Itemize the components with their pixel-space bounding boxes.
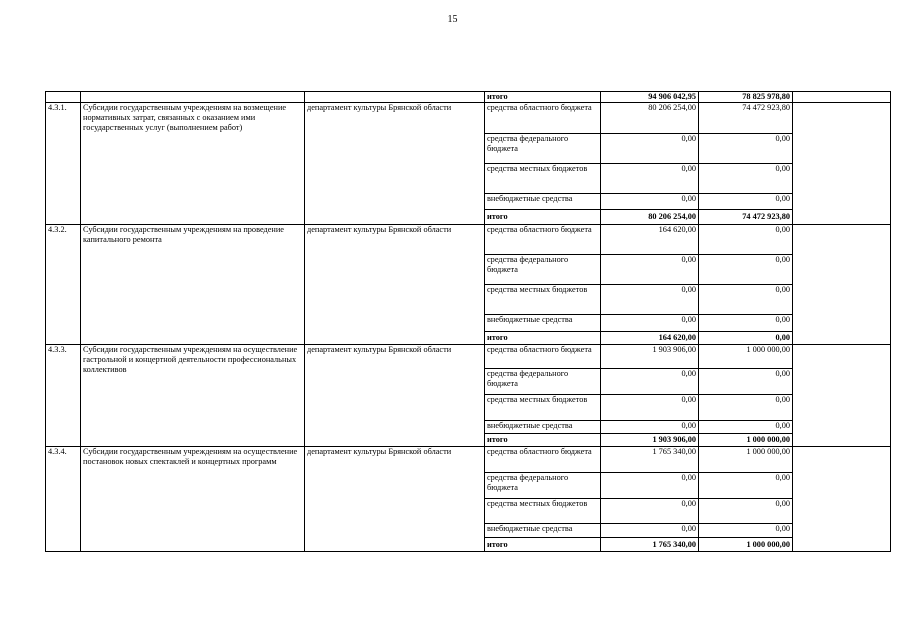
executor-cell: департамент культуры Брянской области [305, 225, 485, 345]
source-label: средства местных бюджетов [485, 395, 601, 421]
table-row [46, 103, 891, 134]
value-2: 74 472 923,80 [699, 103, 793, 134]
source-label: средства областного бюджета [485, 225, 601, 255]
code-cell: 4.3.2. [46, 225, 81, 345]
value-1: 0,00 [601, 473, 699, 499]
executor-cell: департамент культуры Брянской области [305, 447, 485, 552]
value-1: 0,00 [601, 421, 699, 434]
code-cell: 4.3.3. [46, 345, 81, 447]
source-label: итого [485, 332, 601, 345]
value-1: 80 206 254,00 [601, 103, 699, 134]
empty-cell [793, 103, 891, 225]
source-label: внебюджетные средства [485, 315, 601, 332]
table-row [46, 225, 891, 255]
value-1: 0,00 [601, 164, 699, 194]
value-1: 164 620,00 [601, 332, 699, 345]
source-label: внебюджетные средства [485, 524, 601, 538]
value-1: 0,00 [601, 194, 699, 210]
value-1: 1 903 906,00 [601, 434, 699, 447]
source-label: итого [485, 434, 601, 447]
empty-cell [793, 447, 891, 552]
code-cell: 4.3.4. [46, 447, 81, 552]
value-1: 0,00 [601, 369, 699, 395]
value-2: 0,00 [699, 255, 793, 285]
value-1: 0,00 [601, 395, 699, 421]
value-1: 0,00 [601, 524, 699, 538]
source-label: средства местных бюджетов [485, 285, 601, 315]
value-1: 1 765 340,00 [601, 538, 699, 552]
value-2: 1 000 000,00 [699, 345, 793, 369]
value-2: 0,00 [699, 369, 793, 395]
source-label: средства местных бюджетов [485, 499, 601, 524]
value-2: 0,00 [699, 395, 793, 421]
value-2: 78 825 978,80 [699, 92, 793, 103]
empty-cell [793, 345, 891, 447]
source-label: средства местных бюджетов [485, 164, 601, 194]
source-label: итого [485, 538, 601, 552]
value-2: 0,00 [699, 332, 793, 345]
source-label: средства федерального бюджета [485, 134, 601, 164]
empty-cell [793, 225, 891, 345]
value-1: 0,00 [601, 134, 699, 164]
budget-table [45, 91, 891, 552]
source-label: средства областного бюджета [485, 447, 601, 473]
source-label: итого [485, 92, 601, 103]
value-2: 0,00 [699, 194, 793, 210]
value-2: 1 000 000,00 [699, 434, 793, 447]
value-2: 0,00 [699, 225, 793, 255]
value-1: 0,00 [601, 499, 699, 524]
value-1: 164 620,00 [601, 225, 699, 255]
source-label: итого [485, 210, 601, 225]
value-2: 1 000 000,00 [699, 447, 793, 473]
source-label: внебюджетные средства [485, 194, 601, 210]
value-1: 0,00 [601, 315, 699, 332]
value-1: 1 903 906,00 [601, 345, 699, 369]
empty-cell [793, 92, 891, 103]
code-cell: 4.3.1. [46, 103, 81, 225]
table-row [46, 447, 891, 473]
source-label: средства федерального бюджета [485, 473, 601, 499]
executor-cell: департамент культуры Брянской области [305, 345, 485, 447]
table-row-top-total [46, 92, 891, 103]
value-2: 0,00 [699, 524, 793, 538]
name-cell: Субсидии государственным учреждениям на возмещение нормативных затрат, связанных с оказанием ими государственных услуг (выполнением работ) [81, 103, 305, 225]
name-cell [81, 92, 305, 103]
source-label: средства областного бюджета [485, 103, 601, 134]
value-2: 74 472 923,80 [699, 210, 793, 225]
value-1: 1 765 340,00 [601, 447, 699, 473]
value-2: 0,00 [699, 499, 793, 524]
value-2: 0,00 [699, 134, 793, 164]
page-number: 15 [447, 14, 458, 25]
executor-cell [305, 92, 485, 103]
name-cell: Субсидии государственным учреждениям на осуществление постановок новых спектаклей и концертных программ [81, 447, 305, 552]
code-cell [46, 92, 81, 103]
source-label: средства федерального бюджета [485, 255, 601, 285]
value-1: 94 906 042,95 [601, 92, 699, 103]
name-cell: Субсидии государственным учреждениям на осуществление гастрольной и концертной деятельности профессиональных коллективов [81, 345, 305, 447]
value-2: 0,00 [699, 315, 793, 332]
value-1: 0,00 [601, 285, 699, 315]
source-label: средства областного бюджета [485, 345, 601, 369]
executor-cell: департамент культуры Брянской области [305, 103, 485, 225]
value-1: 0,00 [601, 255, 699, 285]
value-1: 80 206 254,00 [601, 210, 699, 225]
value-2: 0,00 [699, 285, 793, 315]
table-row [46, 345, 891, 369]
source-label: средства федерального бюджета [485, 369, 601, 395]
source-label: внебюджетные средства [485, 421, 601, 434]
value-2: 1 000 000,00 [699, 538, 793, 552]
value-2: 0,00 [699, 421, 793, 434]
value-2: 0,00 [699, 164, 793, 194]
value-2: 0,00 [699, 473, 793, 499]
name-cell: Субсидии государственным учреждениям на проведение капитального ремонта [81, 225, 305, 345]
